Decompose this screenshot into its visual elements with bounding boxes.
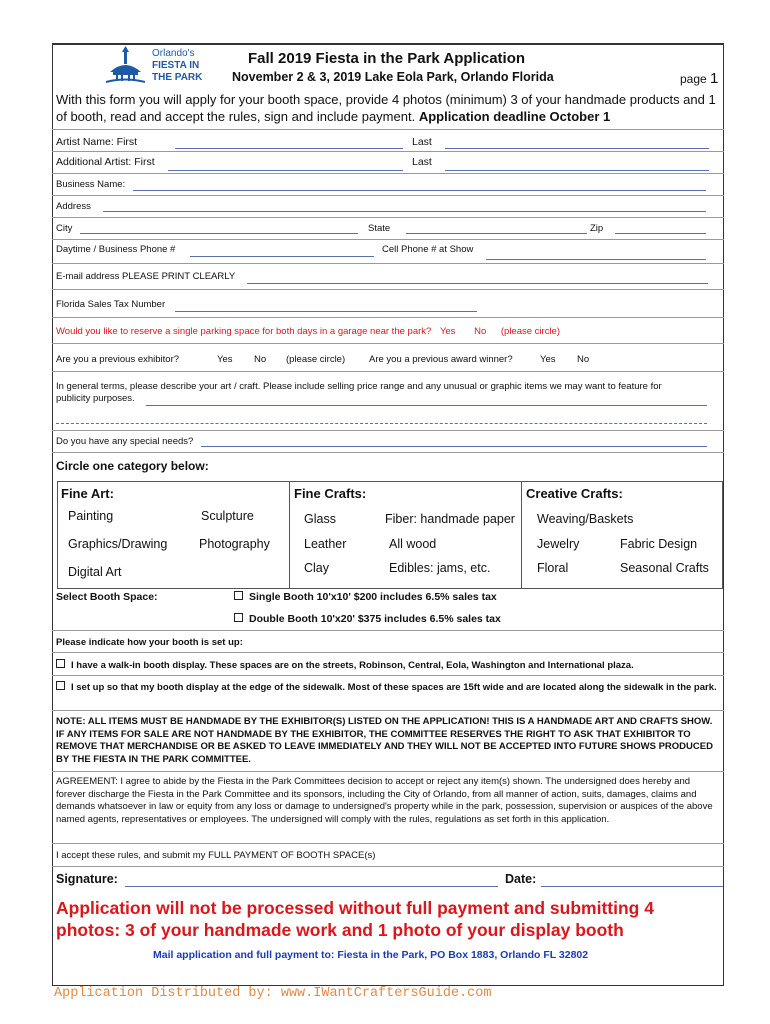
intro-paragraph: [56, 91, 721, 125]
previous-exhibitor-question: Are you a previous exhibitor?: [56, 354, 180, 365]
cell-phone-input[interactable]: [486, 259, 706, 260]
artist-first-input[interactable]: [175, 148, 403, 149]
zip-input[interactable]: [615, 233, 706, 234]
award-no[interactable]: No: [577, 354, 590, 365]
artist-last-input[interactable]: [445, 148, 709, 149]
category-fabric-design[interactable]: Fabric Design: [620, 537, 698, 551]
booth-label: Select Booth Space:: [56, 591, 158, 603]
previous-no[interactable]: No: [254, 354, 267, 365]
email-input[interactable]: [247, 283, 708, 284]
divider: [52, 710, 724, 711]
checkbox-icon[interactable]: [234, 613, 243, 622]
handmade-note: NOTE: ALL ITEMS MUST BE HANDMADE BY THE EXHIBITOR(S) LISTED ON THE APPLICATION! THIS IS A HANDMADE ART AND CRAFTS SHOW. IF ANY ITEMS FOR SALE ARE NOT HANDMADE BY THE EXHIBITOR, THE COMMITTEE RESERVES THE RIGHT TO ASK THAT EXHIBITOR TO REMOVE THAT MERCHANDISE OR BE ASKED TO LEAVE IMMEDIATELY AND THEY WILL NOT BE ACCEPTED INTO FUTURE SHOWS PRODUCED BY THE FIESTA IN THE PARK COMMITTEE.: [56, 716, 713, 765]
divider: [52, 239, 724, 240]
fine-art-title: Fine Art:: [61, 486, 114, 501]
divider: [52, 263, 724, 264]
single-booth-option[interactable]: [234, 591, 497, 603]
daytime-phone-input[interactable]: [190, 256, 374, 257]
special-needs-input[interactable]: [201, 446, 707, 447]
city-label: City: [56, 223, 73, 234]
mail-instructions: Mail application and full payment to: Fiesta in the Park, PO Box 1883, Orlando FL 32802: [153, 949, 589, 961]
double-booth-option[interactable]: [234, 613, 501, 625]
parking-no[interactable]: No: [474, 326, 487, 337]
category-weaving-baskets[interactable]: Weaving/Baskets: [537, 512, 634, 526]
warning-text: Application will not be processed without full payment and submitting 4 photos: 3 of your handmade work and 1 photo of your display booth: [56, 898, 654, 940]
logo-line3: THE PARK: [152, 72, 203, 83]
signature-input[interactable]: [125, 886, 498, 887]
divider: [52, 843, 724, 844]
business-name-label: Business Name:: [56, 179, 126, 190]
checkbox-icon[interactable]: [56, 681, 65, 690]
parking-question: Would you like to reserve a single parking space for both days in a garage near the park?: [56, 326, 432, 337]
single-booth-label: Single Booth 10'x10' $200 includes 6.5% sales tax: [249, 591, 497, 603]
state-input[interactable]: [406, 233, 587, 234]
zip-label: Zip: [590, 223, 604, 234]
category-clay[interactable]: Clay: [304, 561, 330, 575]
deadline-text: Application deadline October 1: [418, 109, 611, 124]
footer-distributed-by: Application Distributed by: www.IWantCraftersGuide.com: [54, 986, 492, 1001]
sidewalk-option[interactable]: [56, 681, 718, 695]
checkbox-icon[interactable]: [234, 591, 243, 600]
page-indicator: [680, 70, 718, 87]
additional-last-input[interactable]: [445, 170, 709, 171]
category-jewelry[interactable]: Jewelry: [537, 537, 580, 551]
sidewalk-text: I set up so that my booth display at the edge of the sidewalk. Most of these spaces are 15ft wide and are located along the sidewalk in the park.: [71, 682, 717, 693]
parking-note: (please circle): [500, 326, 561, 337]
divider: [52, 630, 724, 631]
divider: [52, 675, 724, 676]
fiesta-logo: [104, 46, 204, 86]
category-painting[interactable]: Painting: [68, 509, 114, 523]
column-divider: [289, 482, 290, 588]
divider: [52, 173, 724, 174]
category-glass[interactable]: Glass: [304, 512, 336, 526]
logo-line2: FIESTA IN: [152, 60, 200, 71]
column-divider: [521, 482, 522, 588]
tax-number-input[interactable]: [175, 311, 477, 312]
daytime-phone-label: Daytime / Business Phone #: [56, 244, 176, 255]
divider: [52, 866, 724, 867]
city-input[interactable]: [80, 233, 358, 234]
special-needs-label: Do you have any special needs?: [56, 436, 194, 447]
accept-text: I accept these rules, and submit my FULL PAYMENT OF BOOTH SPACE(s): [56, 850, 376, 861]
divider: [52, 771, 724, 772]
divider: [52, 317, 724, 318]
checkbox-icon[interactable]: [56, 659, 65, 668]
describe-input-line-1[interactable]: [146, 405, 707, 406]
additional-first-input[interactable]: [168, 170, 403, 171]
parking-row: [56, 326, 560, 337]
logo-line1: Orlando's: [152, 48, 195, 59]
intro-text: With this form you will apply for your booth space, provide 4 photos (minimum) 3 of your handmade products and 1 of booth, read and accept the rules, sign and include payment.: [56, 92, 716, 124]
additional-first-label: Additional Artist: First: [56, 156, 155, 168]
award-yes[interactable]: Yes: [540, 354, 556, 365]
walkin-text: I have a walk-in booth display. These spaces are on the streets, Robinson, Central, Eola, Washington and International plaza.: [71, 660, 634, 671]
describe-text: In general terms, please describe your art / craft. Please include selling price range and any unusual or graphic items we may want to feature for: [56, 381, 662, 392]
divider: [52, 217, 724, 218]
address-label: Address: [56, 201, 91, 212]
date-input[interactable]: [541, 886, 723, 887]
category-photography[interactable]: Photography: [199, 537, 270, 551]
setup-label: Please indicate how your booth is set up:: [56, 637, 243, 648]
divider: [52, 195, 724, 196]
category-heading: Circle one category below:: [56, 459, 209, 473]
form-title: Fall 2019 Fiesta in the Park Application: [248, 50, 526, 67]
divider: [52, 289, 724, 290]
category-fiber[interactable]: Fiber: handmade paper: [385, 512, 515, 526]
previous-yes[interactable]: Yes: [217, 354, 233, 365]
fine-crafts-title: Fine Crafts:: [294, 486, 367, 501]
divider: [52, 129, 724, 130]
describe-input-line-2[interactable]: [56, 423, 707, 424]
agreement-text: AGREEMENT: I agree to abide by the Fiesta in the Park Committees decision to accept or reject any item(s) shown. The undersigned does hereby and forever discharge the Fiesta in the Park Committee and its sponsors, including the City of Orlando, from all manner of action, suits, damages, claims and demands whatsoever in law or equity from any loss or damage to undersigned's property while in the park, possession, supervision or auspices of the above named agents, representatives or employees. The undersigned will comply with the rules, regulations as set forth in this application.: [56, 776, 713, 825]
cell-phone-label: Cell Phone # at Show: [382, 244, 474, 255]
fountain-logo-icon: [104, 46, 150, 86]
divider: [52, 371, 724, 372]
award-question: Are you a previous award winner?: [369, 354, 513, 365]
date-label: Date:: [505, 872, 537, 886]
page-number: 1: [710, 70, 719, 87]
category-seasonal-crafts[interactable]: Seasonal Crafts: [620, 561, 709, 575]
divider: [52, 151, 724, 152]
divider: [52, 652, 724, 653]
category-all-wood[interactable]: All wood: [389, 537, 437, 551]
divider: [52, 452, 724, 453]
form-subtitle: November 2 & 3, 2019 Lake Eola Park, Orlando Florida: [232, 70, 554, 84]
category-sculpture[interactable]: Sculpture: [201, 509, 254, 523]
divider: [52, 430, 724, 431]
describe-text-2: publicity purposes.: [56, 393, 135, 404]
signature-label: Signature:: [56, 872, 118, 886]
page-label: page: [680, 72, 707, 86]
category-edibles[interactable]: Edibles: jams, etc.: [389, 561, 491, 575]
category-leather[interactable]: Leather: [304, 537, 347, 551]
address-input[interactable]: [103, 211, 706, 212]
category-graphics-drawing[interactable]: Graphics/Drawing: [68, 537, 168, 551]
category-floral[interactable]: Floral: [537, 561, 569, 575]
walkin-option[interactable]: [56, 659, 634, 671]
tax-number-label: Florida Sales Tax Number: [56, 299, 166, 310]
state-label: State: [368, 223, 391, 234]
category-digital-art[interactable]: Digital Art: [68, 565, 122, 579]
email-label: E-mail address PLEASE PRINT CLEARLY: [56, 271, 236, 282]
creative-crafts-title: Creative Crafts:: [526, 486, 623, 501]
divider: [52, 343, 724, 344]
additional-last-label: Last: [412, 156, 432, 168]
previous-note: (please circle): [286, 354, 346, 365]
artist-last-label: Last: [412, 136, 432, 148]
double-booth-label: Double Booth 10'x20' $375 includes 6.5% sales tax: [249, 613, 501, 625]
artist-first-label: Artist Name: First: [56, 136, 138, 148]
business-name-input[interactable]: [133, 190, 706, 191]
parking-yes[interactable]: Yes: [439, 326, 456, 337]
